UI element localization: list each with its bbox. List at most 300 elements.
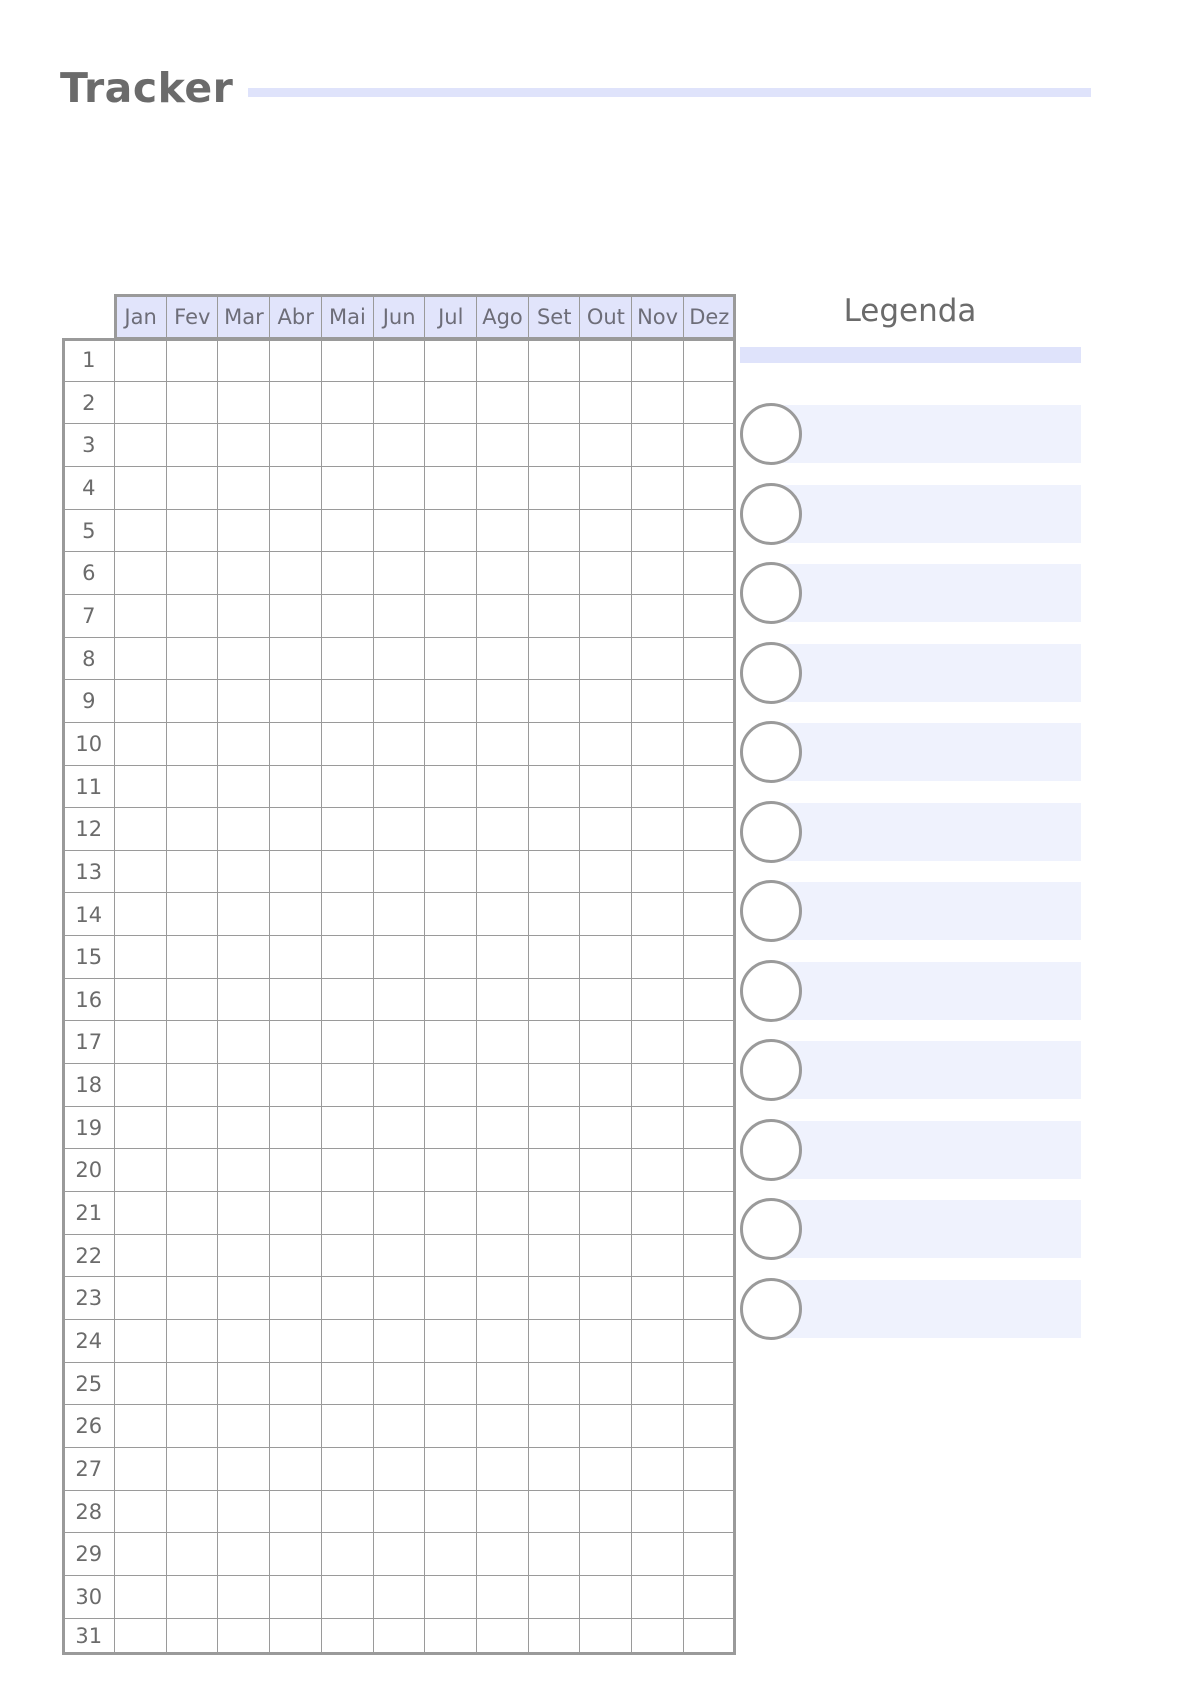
tracker-cell[interactable]	[683, 466, 736, 510]
tracker-cell[interactable]	[579, 1234, 632, 1278]
tracker-cell[interactable]	[166, 594, 219, 638]
tracker-cell[interactable]	[631, 1575, 684, 1619]
tracker-cell[interactable]	[269, 466, 322, 510]
tracker-cell[interactable]	[476, 935, 529, 979]
tracker-cell[interactable]	[166, 637, 219, 681]
tracker-cell[interactable]	[269, 1148, 322, 1192]
tracker-cell[interactable]	[631, 509, 684, 553]
tracker-cell[interactable]	[528, 1063, 581, 1107]
tracker-cell[interactable]	[476, 466, 529, 510]
tracker-cell[interactable]	[373, 1063, 426, 1107]
tracker-cell[interactable]	[321, 765, 374, 809]
tracker-cell[interactable]	[166, 722, 219, 766]
tracker-cell[interactable]	[631, 1532, 684, 1576]
tracker-cell[interactable]	[528, 1490, 581, 1534]
tracker-cell[interactable]	[373, 978, 426, 1022]
tracker-cell[interactable]	[217, 1532, 270, 1576]
tracker-cell[interactable]	[269, 807, 322, 851]
tracker-cell[interactable]	[476, 1575, 529, 1619]
tracker-cell[interactable]	[114, 807, 167, 851]
tracker-cell[interactable]	[373, 1191, 426, 1235]
tracker-cell[interactable]	[683, 722, 736, 766]
tracker-cell[interactable]	[631, 338, 684, 382]
tracker-cell[interactable]	[631, 1191, 684, 1235]
tracker-cell[interactable]	[114, 765, 167, 809]
tracker-cell[interactable]	[321, 850, 374, 894]
tracker-cell[interactable]	[217, 1490, 270, 1534]
tracker-cell[interactable]	[579, 978, 632, 1022]
tracker-cell[interactable]	[114, 1020, 167, 1064]
tracker-cell[interactable]	[114, 381, 167, 425]
tracker-cell[interactable]	[269, 381, 322, 425]
tracker-cell[interactable]	[269, 892, 322, 936]
tracker-cell[interactable]	[631, 423, 684, 467]
tracker-cell[interactable]	[528, 765, 581, 809]
tracker-cell[interactable]	[373, 1618, 426, 1656]
tracker-cell[interactable]	[217, 1319, 270, 1363]
tracker-cell[interactable]	[321, 551, 374, 595]
legend-entry[interactable]	[740, 721, 1081, 783]
tracker-cell[interactable]	[528, 1234, 581, 1278]
tracker-cell[interactable]	[166, 1618, 219, 1656]
tracker-cell[interactable]	[579, 807, 632, 851]
tracker-cell[interactable]	[269, 850, 322, 894]
tracker-cell[interactable]	[476, 1106, 529, 1150]
tracker-cell[interactable]	[217, 850, 270, 894]
legend-color-circle[interactable]	[740, 1278, 802, 1340]
tracker-cell[interactable]	[321, 1276, 374, 1320]
tracker-cell[interactable]	[269, 1063, 322, 1107]
tracker-cell[interactable]	[579, 509, 632, 553]
tracker-cell[interactable]	[166, 1319, 219, 1363]
tracker-cell[interactable]	[476, 722, 529, 766]
tracker-cell[interactable]	[217, 722, 270, 766]
tracker-cell[interactable]	[114, 935, 167, 979]
tracker-cell[interactable]	[166, 509, 219, 553]
tracker-cell[interactable]	[528, 1575, 581, 1619]
tracker-cell[interactable]	[631, 637, 684, 681]
tracker-cell[interactable]	[528, 807, 581, 851]
tracker-cell[interactable]	[683, 1362, 736, 1406]
tracker-cell[interactable]	[114, 509, 167, 553]
tracker-cell[interactable]	[269, 765, 322, 809]
tracker-cell[interactable]	[424, 509, 477, 553]
tracker-cell[interactable]	[217, 1575, 270, 1619]
tracker-cell[interactable]	[528, 1618, 581, 1656]
tracker-cell[interactable]	[114, 1234, 167, 1278]
tracker-cell[interactable]	[579, 1575, 632, 1619]
tracker-cell[interactable]	[476, 551, 529, 595]
tracker-cell[interactable]	[114, 1490, 167, 1534]
tracker-cell[interactable]	[579, 679, 632, 723]
tracker-cell[interactable]	[217, 1618, 270, 1656]
tracker-cell[interactable]	[217, 423, 270, 467]
tracker-cell[interactable]	[166, 381, 219, 425]
tracker-cell[interactable]	[579, 466, 632, 510]
tracker-cell[interactable]	[217, 1276, 270, 1320]
tracker-cell[interactable]	[683, 765, 736, 809]
tracker-cell[interactable]	[528, 338, 581, 382]
tracker-cell[interactable]	[373, 1447, 426, 1491]
tracker-cell[interactable]	[631, 1618, 684, 1656]
tracker-cell[interactable]	[166, 1191, 219, 1235]
tracker-cell[interactable]	[114, 1447, 167, 1491]
tracker-cell[interactable]	[424, 1490, 477, 1534]
tracker-cell[interactable]	[631, 1362, 684, 1406]
tracker-cell[interactable]	[321, 978, 374, 1022]
tracker-cell[interactable]	[373, 1575, 426, 1619]
legend-entry-field[interactable]	[770, 405, 1081, 463]
tracker-cell[interactable]	[114, 466, 167, 510]
tracker-cell[interactable]	[373, 1490, 426, 1534]
tracker-cell[interactable]	[631, 1490, 684, 1534]
tracker-cell[interactable]	[579, 1063, 632, 1107]
tracker-cell[interactable]	[114, 1276, 167, 1320]
legend-entry-field[interactable]	[770, 485, 1081, 543]
tracker-cell[interactable]	[579, 1490, 632, 1534]
tracker-cell[interactable]	[114, 1362, 167, 1406]
tracker-cell[interactable]	[166, 338, 219, 382]
tracker-cell[interactable]	[114, 679, 167, 723]
tracker-cell[interactable]	[683, 1319, 736, 1363]
tracker-cell[interactable]	[269, 1618, 322, 1656]
tracker-cell[interactable]	[269, 1575, 322, 1619]
tracker-cell[interactable]	[579, 765, 632, 809]
tracker-cell[interactable]	[528, 423, 581, 467]
tracker-cell[interactable]	[683, 1575, 736, 1619]
tracker-cell[interactable]	[269, 1191, 322, 1235]
legend-entry-field[interactable]	[770, 1200, 1081, 1258]
tracker-cell[interactable]	[631, 1234, 684, 1278]
tracker-cell[interactable]	[321, 1575, 374, 1619]
tracker-cell[interactable]	[373, 1532, 426, 1576]
legend-entry[interactable]	[740, 483, 1081, 545]
tracker-cell[interactable]	[683, 892, 736, 936]
tracker-cell[interactable]	[476, 1020, 529, 1064]
tracker-cell[interactable]	[321, 1020, 374, 1064]
tracker-cell[interactable]	[528, 594, 581, 638]
legend-entry[interactable]	[740, 403, 1081, 465]
tracker-cell[interactable]	[166, 1276, 219, 1320]
tracker-cell[interactable]	[321, 1362, 374, 1406]
legend-color-circle[interactable]	[740, 403, 802, 465]
tracker-cell[interactable]	[269, 978, 322, 1022]
legend-entry[interactable]	[740, 642, 1081, 704]
tracker-cell[interactable]	[424, 892, 477, 936]
tracker-cell[interactable]	[269, 679, 322, 723]
tracker-cell[interactable]	[631, 1063, 684, 1107]
tracker-cell[interactable]	[528, 1362, 581, 1406]
tracker-cell[interactable]	[217, 637, 270, 681]
tracker-cell[interactable]	[424, 637, 477, 681]
tracker-cell[interactable]	[683, 594, 736, 638]
tracker-cell[interactable]	[528, 1447, 581, 1491]
tracker-cell[interactable]	[424, 1447, 477, 1491]
legend-color-circle[interactable]	[740, 960, 802, 1022]
tracker-cell[interactable]	[683, 807, 736, 851]
legend-entry[interactable]	[740, 1039, 1081, 1101]
tracker-cell[interactable]	[321, 1148, 374, 1192]
tracker-cell[interactable]	[114, 1148, 167, 1192]
tracker-cell[interactable]	[528, 935, 581, 979]
tracker-cell[interactable]	[476, 1319, 529, 1363]
legend-entry[interactable]	[740, 880, 1081, 942]
tracker-cell[interactable]	[528, 1148, 581, 1192]
tracker-cell[interactable]	[424, 679, 477, 723]
tracker-cell[interactable]	[373, 338, 426, 382]
legend-entry-field[interactable]	[770, 723, 1081, 781]
tracker-cell[interactable]	[217, 594, 270, 638]
tracker-cell[interactable]	[321, 594, 374, 638]
tracker-cell[interactable]	[683, 1234, 736, 1278]
tracker-cell[interactable]	[476, 1404, 529, 1448]
tracker-cell[interactable]	[321, 1532, 374, 1576]
tracker-cell[interactable]	[373, 765, 426, 809]
tracker-cell[interactable]	[373, 551, 426, 595]
tracker-cell[interactable]	[476, 1362, 529, 1406]
tracker-cell[interactable]	[166, 935, 219, 979]
tracker-cell[interactable]	[528, 1404, 581, 1448]
tracker-cell[interactable]	[528, 722, 581, 766]
tracker-cell[interactable]	[579, 892, 632, 936]
tracker-cell[interactable]	[528, 978, 581, 1022]
tracker-cell[interactable]	[424, 1234, 477, 1278]
tracker-cell[interactable]	[476, 1191, 529, 1235]
tracker-cell[interactable]	[217, 1148, 270, 1192]
tracker-cell[interactable]	[114, 637, 167, 681]
tracker-cell[interactable]	[114, 722, 167, 766]
tracker-cell[interactable]	[528, 381, 581, 425]
tracker-cell[interactable]	[476, 637, 529, 681]
tracker-cell[interactable]	[373, 637, 426, 681]
tracker-cell[interactable]	[476, 1532, 529, 1576]
tracker-cell[interactable]	[424, 765, 477, 809]
tracker-cell[interactable]	[269, 1532, 322, 1576]
tracker-cell[interactable]	[631, 850, 684, 894]
tracker-cell[interactable]	[528, 1020, 581, 1064]
tracker-cell[interactable]	[269, 1362, 322, 1406]
tracker-cell[interactable]	[217, 765, 270, 809]
tracker-cell[interactable]	[631, 466, 684, 510]
tracker-cell[interactable]	[631, 1020, 684, 1064]
tracker-cell[interactable]	[476, 423, 529, 467]
tracker-cell[interactable]	[269, 1404, 322, 1448]
tracker-cell[interactable]	[269, 1447, 322, 1491]
tracker-cell[interactable]	[683, 679, 736, 723]
tracker-cell[interactable]	[373, 466, 426, 510]
tracker-cell[interactable]	[217, 1447, 270, 1491]
legend-color-circle[interactable]	[740, 562, 802, 624]
tracker-cell[interactable]	[321, 637, 374, 681]
tracker-cell[interactable]	[683, 551, 736, 595]
tracker-cell[interactable]	[321, 1063, 374, 1107]
legend-entry-field[interactable]	[770, 1121, 1081, 1179]
tracker-cell[interactable]	[528, 679, 581, 723]
tracker-cell[interactable]	[217, 381, 270, 425]
tracker-cell[interactable]	[631, 1106, 684, 1150]
legend-color-circle[interactable]	[740, 1198, 802, 1260]
tracker-cell[interactable]	[579, 594, 632, 638]
tracker-cell[interactable]	[424, 1191, 477, 1235]
tracker-cell[interactable]	[166, 1532, 219, 1576]
legend-entry[interactable]	[740, 1119, 1081, 1181]
tracker-cell[interactable]	[579, 1020, 632, 1064]
tracker-cell[interactable]	[217, 679, 270, 723]
tracker-cell[interactable]	[321, 381, 374, 425]
legend-color-circle[interactable]	[740, 1119, 802, 1181]
tracker-cell[interactable]	[579, 1532, 632, 1576]
tracker-cell[interactable]	[269, 594, 322, 638]
tracker-cell[interactable]	[528, 1276, 581, 1320]
legend-entry-field[interactable]	[770, 803, 1081, 861]
tracker-cell[interactable]	[269, 1276, 322, 1320]
tracker-cell[interactable]	[373, 1148, 426, 1192]
tracker-cell[interactable]	[373, 722, 426, 766]
tracker-cell[interactable]	[683, 850, 736, 894]
tracker-cell[interactable]	[631, 1447, 684, 1491]
tracker-cell[interactable]	[114, 892, 167, 936]
tracker-cell[interactable]	[683, 1404, 736, 1448]
tracker-cell[interactable]	[631, 1404, 684, 1448]
tracker-cell[interactable]	[217, 978, 270, 1022]
tracker-cell[interactable]	[373, 1106, 426, 1150]
tracker-cell[interactable]	[321, 466, 374, 510]
tracker-cell[interactable]	[424, 1106, 477, 1150]
tracker-cell[interactable]	[166, 1490, 219, 1534]
legend-entry[interactable]	[740, 801, 1081, 863]
tracker-cell[interactable]	[373, 850, 426, 894]
tracker-cell[interactable]	[321, 338, 374, 382]
tracker-cell[interactable]	[321, 935, 374, 979]
tracker-cell[interactable]	[373, 1404, 426, 1448]
tracker-cell[interactable]	[528, 850, 581, 894]
tracker-cell[interactable]	[321, 807, 374, 851]
tracker-cell[interactable]	[217, 1020, 270, 1064]
tracker-cell[interactable]	[166, 1106, 219, 1150]
legend-entry-field[interactable]	[770, 962, 1081, 1020]
tracker-cell[interactable]	[476, 1490, 529, 1534]
tracker-cell[interactable]	[631, 1148, 684, 1192]
tracker-cell[interactable]	[424, 466, 477, 510]
tracker-cell[interactable]	[476, 765, 529, 809]
legend-entry[interactable]	[740, 562, 1081, 624]
tracker-cell[interactable]	[424, 381, 477, 425]
tracker-cell[interactable]	[269, 338, 322, 382]
tracker-cell[interactable]	[166, 1447, 219, 1491]
legend-color-circle[interactable]	[740, 483, 802, 545]
tracker-cell[interactable]	[321, 1447, 374, 1491]
tracker-cell[interactable]	[114, 551, 167, 595]
tracker-cell[interactable]	[424, 338, 477, 382]
tracker-cell[interactable]	[114, 423, 167, 467]
tracker-cell[interactable]	[373, 1362, 426, 1406]
tracker-cell[interactable]	[114, 1191, 167, 1235]
legend-color-circle[interactable]	[740, 1039, 802, 1101]
tracker-cell[interactable]	[631, 892, 684, 936]
tracker-cell[interactable]	[321, 1191, 374, 1235]
tracker-cell[interactable]	[166, 978, 219, 1022]
tracker-cell[interactable]	[166, 807, 219, 851]
legend-color-circle[interactable]	[740, 721, 802, 783]
tracker-cell[interactable]	[476, 381, 529, 425]
tracker-cell[interactable]	[321, 679, 374, 723]
tracker-cell[interactable]	[579, 1362, 632, 1406]
tracker-cell[interactable]	[683, 1063, 736, 1107]
tracker-cell[interactable]	[321, 1106, 374, 1150]
legend-entry-field[interactable]	[770, 882, 1081, 940]
tracker-cell[interactable]	[579, 850, 632, 894]
tracker-cell[interactable]	[476, 850, 529, 894]
tracker-cell[interactable]	[631, 551, 684, 595]
tracker-cell[interactable]	[166, 423, 219, 467]
tracker-cell[interactable]	[683, 1148, 736, 1192]
tracker-cell[interactable]	[114, 1618, 167, 1656]
tracker-cell[interactable]	[217, 1063, 270, 1107]
tracker-cell[interactable]	[631, 1276, 684, 1320]
tracker-cell[interactable]	[269, 1234, 322, 1278]
tracker-cell[interactable]	[373, 381, 426, 425]
tracker-cell[interactable]	[166, 551, 219, 595]
tracker-cell[interactable]	[579, 1404, 632, 1448]
tracker-cell[interactable]	[269, 722, 322, 766]
tracker-cell[interactable]	[166, 1063, 219, 1107]
tracker-cell[interactable]	[683, 1106, 736, 1150]
tracker-cell[interactable]	[579, 1447, 632, 1491]
tracker-cell[interactable]	[683, 509, 736, 553]
tracker-cell[interactable]	[373, 935, 426, 979]
tracker-cell[interactable]	[114, 1063, 167, 1107]
tracker-cell[interactable]	[321, 722, 374, 766]
tracker-cell[interactable]	[631, 381, 684, 425]
tracker-cell[interactable]	[217, 1191, 270, 1235]
tracker-cell[interactable]	[579, 1319, 632, 1363]
legend-color-circle[interactable]	[740, 880, 802, 942]
tracker-cell[interactable]	[579, 551, 632, 595]
tracker-cell[interactable]	[476, 978, 529, 1022]
tracker-cell[interactable]	[476, 1276, 529, 1320]
tracker-cell[interactable]	[217, 338, 270, 382]
tracker-cell[interactable]	[373, 1020, 426, 1064]
legend-entry-field[interactable]	[770, 1041, 1081, 1099]
tracker-cell[interactable]	[631, 807, 684, 851]
tracker-cell[interactable]	[579, 1276, 632, 1320]
tracker-cell[interactable]	[528, 1191, 581, 1235]
tracker-cell[interactable]	[373, 1234, 426, 1278]
tracker-cell[interactable]	[579, 1148, 632, 1192]
tracker-cell[interactable]	[321, 1234, 374, 1278]
tracker-cell[interactable]	[373, 423, 426, 467]
tracker-cell[interactable]	[217, 892, 270, 936]
tracker-cell[interactable]	[424, 1404, 477, 1448]
tracker-cell[interactable]	[631, 765, 684, 809]
tracker-cell[interactable]	[217, 466, 270, 510]
tracker-cell[interactable]	[424, 551, 477, 595]
tracker-cell[interactable]	[269, 935, 322, 979]
tracker-cell[interactable]	[321, 1404, 374, 1448]
tracker-cell[interactable]	[321, 509, 374, 553]
tracker-cell[interactable]	[114, 1532, 167, 1576]
tracker-cell[interactable]	[683, 1276, 736, 1320]
legend-entry[interactable]	[740, 1198, 1081, 1260]
tracker-cell[interactable]	[476, 1447, 529, 1491]
tracker-cell[interactable]	[528, 1319, 581, 1363]
tracker-cell[interactable]	[631, 679, 684, 723]
tracker-cell[interactable]	[476, 1618, 529, 1656]
tracker-cell[interactable]	[631, 978, 684, 1022]
tracker-cell[interactable]	[528, 509, 581, 553]
legend-entry-field[interactable]	[770, 1280, 1081, 1338]
tracker-cell[interactable]	[683, 423, 736, 467]
